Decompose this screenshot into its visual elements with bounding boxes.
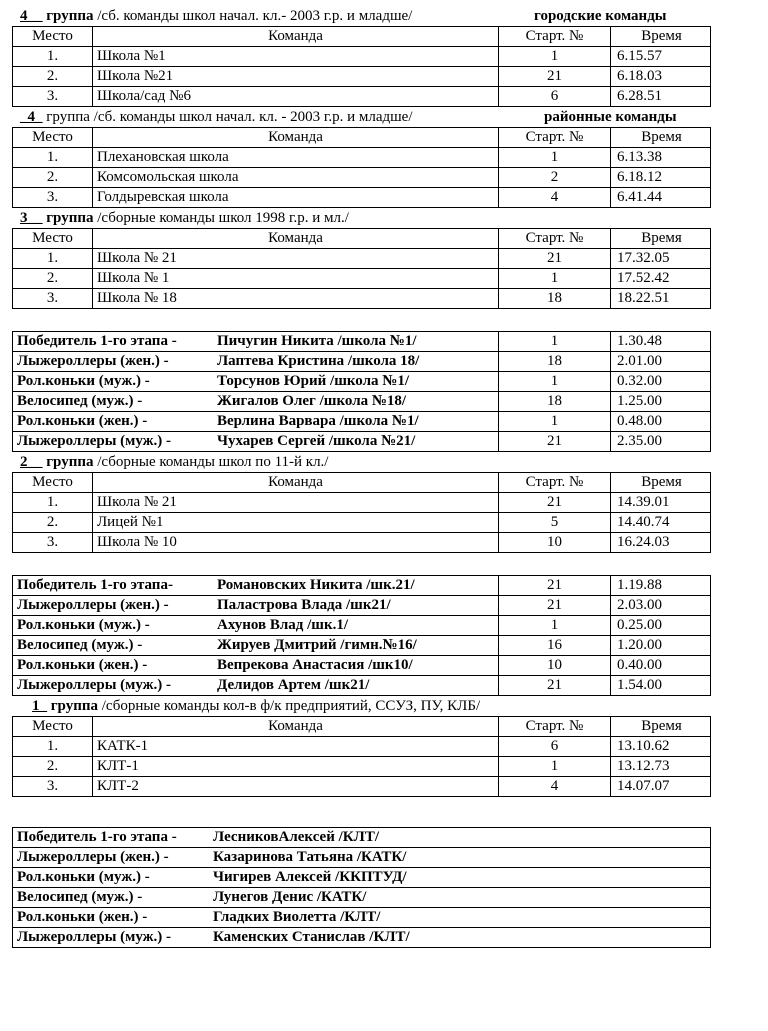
table-row xyxy=(13,737,711,757)
table-row xyxy=(13,493,711,513)
team-header: Команда xyxy=(93,473,499,493)
athlete-name: Пичугин Никита /школа №1/ xyxy=(217,333,417,349)
time-cell: 14.39.01 xyxy=(611,493,711,513)
group-description: /сб. команды школ начал. кл.- 2003 г.р. и младше/ xyxy=(93,8,413,24)
category-label: Победитель 1-го этапа- xyxy=(17,577,173,593)
table-row xyxy=(13,269,711,289)
team-cell: Школа №1 xyxy=(93,47,499,67)
start-cell: 4 xyxy=(499,777,611,797)
time-cell: 0.48.00 xyxy=(611,412,711,432)
start-cell: 6 xyxy=(499,87,611,107)
time-cell: 0.25.00 xyxy=(611,616,711,636)
start-cell: 1 xyxy=(499,269,611,289)
group-number: _4_ xyxy=(20,109,43,125)
time-cell: 6.18.03 xyxy=(611,67,711,87)
start-cell: 1 xyxy=(499,47,611,67)
place-cell: 3. xyxy=(13,87,93,107)
time-cell: 13.12.73 xyxy=(611,757,711,777)
team-cell: Школа № 21 xyxy=(93,493,499,513)
category-label: Велосипед (муж.) - xyxy=(17,637,143,653)
start-cell: 6 xyxy=(499,737,611,757)
team-cell: Школа №21 xyxy=(93,67,499,87)
start-cell: 21 xyxy=(499,576,611,596)
team-cell: КАТК-1 xyxy=(93,737,499,757)
place-header: Место xyxy=(13,229,93,249)
athlete-name: Лунегов Денис /КАТК/ xyxy=(213,889,367,905)
place-cell: 2. xyxy=(13,67,93,87)
athlete-name: ЛесниковАлексей /КЛТ/ xyxy=(213,829,379,845)
athlete-name: Вепрекова Анастасия /шк10/ xyxy=(217,657,413,673)
start-cell: 2 xyxy=(499,168,611,188)
group-description: /сборные команды кол-в ф/к предприятий, ССУЗ, ПУ, КЛБ/ xyxy=(98,698,481,714)
team-cell: КЛТ-1 xyxy=(93,757,499,777)
start-cell: 18 xyxy=(499,392,611,412)
time-cell: 2.01.00 xyxy=(611,352,711,372)
time-header: Время xyxy=(611,717,711,737)
table-row xyxy=(13,289,711,309)
place-cell: 1. xyxy=(13,493,93,513)
individual-results-table xyxy=(12,827,711,948)
individual-row xyxy=(13,596,711,616)
place-cell: 1. xyxy=(13,47,93,67)
time-cell: 17.32.05 xyxy=(611,249,711,269)
individual-row xyxy=(13,908,711,928)
start-cell: 4 xyxy=(499,188,611,208)
place-header: Место xyxy=(13,128,93,148)
start-cell: 5 xyxy=(499,513,611,533)
start-header: Старт. № xyxy=(499,717,611,737)
athlete-name: Гладких Виолетта /КЛТ/ xyxy=(213,909,381,925)
team-cell: Школа № 10 xyxy=(93,533,499,553)
start-cell: 21 xyxy=(499,67,611,87)
group-description: /сборные команды школ по 11-й кл./ xyxy=(93,454,329,470)
category-label: Рол.коньки (жен.) - xyxy=(17,657,148,673)
category-label: Рол.коньки (жен.) - xyxy=(17,413,148,429)
time-cell: 0.40.00 xyxy=(611,656,711,676)
athlete-name: Жируев Дмитрий /гимн.№16/ xyxy=(217,637,417,653)
team-cell: Школа № 18 xyxy=(93,289,499,309)
individual-row xyxy=(13,868,711,888)
table-row xyxy=(13,757,711,777)
section-heading xyxy=(12,107,710,127)
results-table xyxy=(12,26,711,107)
time-cell: 18.22.51 xyxy=(611,289,711,309)
table-row xyxy=(13,87,711,107)
athlete-name: Жигалов Олег /школа №18/ xyxy=(217,393,407,409)
group-number: 4__ xyxy=(20,8,43,24)
team-cell: Школа № 1 xyxy=(93,269,499,289)
team-header: Команда xyxy=(93,128,499,148)
individual-row xyxy=(13,676,711,696)
individual-row xyxy=(13,372,711,392)
table-header xyxy=(13,27,711,47)
team-cell: Лицей №1 xyxy=(93,513,499,533)
group-label: группа xyxy=(42,8,94,24)
start-cell: 1 xyxy=(499,616,611,636)
place-cell: 1. xyxy=(13,249,93,269)
group-description: /сб. команды школ начал. кл. - 2003 г.р. и младше/ xyxy=(89,109,413,125)
place-cell: 3. xyxy=(13,533,93,553)
category-label: Победитель 1-го этапа - xyxy=(17,829,177,845)
category-label: Велосипед (муж.) - xyxy=(17,889,143,905)
time-cell: 14.07.07 xyxy=(611,777,711,797)
category-label: Лыжероллеры (муж.) - xyxy=(17,677,172,693)
category-label: Рол.коньки (муж.) - xyxy=(17,617,150,633)
table-row xyxy=(13,513,711,533)
time-cell: 1.54.00 xyxy=(611,676,711,696)
start-cell: 1 xyxy=(499,757,611,777)
team-category: районные команды xyxy=(544,109,677,125)
group-number: 2__ xyxy=(20,454,43,470)
place-header: Место xyxy=(13,473,93,493)
start-cell: 10 xyxy=(499,656,611,676)
time-cell: 16.24.03 xyxy=(611,533,711,553)
category-label: Рол.коньки (муж.) - xyxy=(17,373,150,389)
individual-row xyxy=(13,888,711,908)
athlete-name: Делидов Артем /шк21/ xyxy=(217,677,370,693)
time-cell: 6.15.57 xyxy=(611,47,711,67)
start-cell: 16 xyxy=(499,636,611,656)
table-row xyxy=(13,148,711,168)
table-row xyxy=(13,67,711,87)
time-cell: 1.25.00 xyxy=(611,392,711,412)
time-cell: 0.32.00 xyxy=(611,372,711,392)
individual-row xyxy=(13,392,711,412)
team-header: Команда xyxy=(93,717,499,737)
category-label: Лыжероллеры (жен.) - xyxy=(17,353,169,369)
individual-results-table xyxy=(12,331,711,452)
start-cell: 18 xyxy=(499,289,611,309)
table-header xyxy=(13,473,711,493)
individual-row xyxy=(13,928,711,948)
time-header: Время xyxy=(611,27,711,47)
athlete-name: Романовских Никита /шк.21/ xyxy=(217,577,415,593)
individual-row xyxy=(13,332,711,352)
start-header: Старт. № xyxy=(499,128,611,148)
place-cell: 1. xyxy=(13,737,93,757)
team-cell: КЛТ-2 xyxy=(93,777,499,797)
time-cell: 14.40.74 xyxy=(611,513,711,533)
time-cell: 6.13.38 xyxy=(611,148,711,168)
individual-row xyxy=(13,828,711,848)
team-cell: Плехановская школа xyxy=(93,148,499,168)
time-header: Время xyxy=(611,128,711,148)
category-label: Лыжероллеры (муж.) - xyxy=(17,929,172,945)
individual-results-table xyxy=(12,575,711,696)
table-header xyxy=(13,229,711,249)
place-header: Место xyxy=(13,717,93,737)
time-cell: 2.35.00 xyxy=(611,432,711,452)
individual-row xyxy=(13,576,711,596)
time-header: Время xyxy=(611,473,711,493)
start-cell: 21 xyxy=(499,432,611,452)
start-header: Старт. № xyxy=(499,229,611,249)
table-header xyxy=(13,717,711,737)
start-cell: 1 xyxy=(499,372,611,392)
category-label: Рол.коньки (жен.) - xyxy=(17,909,148,925)
category-label: Победитель 1-го этапа - xyxy=(17,333,177,349)
team-cell: Голдыревская школа xyxy=(93,188,499,208)
time-cell: 1.19.88 xyxy=(611,576,711,596)
place-cell: 3. xyxy=(13,188,93,208)
individual-row xyxy=(13,352,711,372)
individual-row xyxy=(13,432,711,452)
time-cell: 17.52.42 xyxy=(611,269,711,289)
athlete-name: Торсунов Юрий /школа №1/ xyxy=(217,373,410,389)
individual-row xyxy=(13,848,711,868)
time-header: Время xyxy=(611,229,711,249)
place-cell: 1. xyxy=(13,148,93,168)
time-cell: 2.03.00 xyxy=(611,596,711,616)
results-table xyxy=(12,716,711,797)
section-heading xyxy=(12,452,710,472)
results-table xyxy=(12,228,711,309)
table-header xyxy=(13,128,711,148)
table-row xyxy=(13,777,711,797)
start-cell: 21 xyxy=(499,249,611,269)
table-row xyxy=(13,533,711,553)
category-label: Рол.коньки (муж.) - xyxy=(17,869,150,885)
results-table xyxy=(12,472,711,553)
team-cell: Школа/сад №6 xyxy=(93,87,499,107)
start-cell: 21 xyxy=(499,676,611,696)
table-row xyxy=(13,47,711,67)
group-label: группа xyxy=(42,210,94,226)
time-cell: 13.10.62 xyxy=(611,737,711,757)
team-header: Команда xyxy=(93,27,499,47)
individual-row xyxy=(13,616,711,636)
athlete-name: Чигирев Алексей /ККПТУД/ xyxy=(213,869,407,885)
athlete-name: Паластрова Влада /шк21/ xyxy=(217,597,391,613)
category-label: Лыжероллеры (жен.) - xyxy=(17,849,169,865)
individual-row xyxy=(13,636,711,656)
results-page xyxy=(12,6,710,948)
section-heading xyxy=(12,6,710,26)
table-row xyxy=(13,249,711,269)
category-label: Лыжероллеры (муж.) - xyxy=(17,433,172,449)
individual-row xyxy=(13,656,711,676)
start-cell: 1 xyxy=(499,332,611,352)
start-cell: 1 xyxy=(499,412,611,432)
results-table xyxy=(12,127,711,208)
athlete-name: Лаптева Кристина /школа 18/ xyxy=(217,353,420,369)
individual-row xyxy=(13,412,711,432)
team-header: Команда xyxy=(93,229,499,249)
athlete-name: Верлина Варвара /школа №1/ xyxy=(217,413,419,429)
athlete-name: Чухарев Сергей /школа №21/ xyxy=(217,433,416,449)
place-cell: 2. xyxy=(13,513,93,533)
group-number: 1_ xyxy=(32,698,47,714)
time-cell: 6.41.44 xyxy=(611,188,711,208)
start-cell: 10 xyxy=(499,533,611,553)
group-label: группа xyxy=(42,454,94,470)
section-heading xyxy=(12,696,710,716)
start-header: Старт. № xyxy=(499,473,611,493)
group-description: /сборные команды школ 1998 г.р. и мл./ xyxy=(93,210,349,226)
section-heading xyxy=(12,208,710,228)
place-header: Место xyxy=(13,27,93,47)
start-cell: 18 xyxy=(499,352,611,372)
team-category: городские команды xyxy=(534,8,667,24)
start-header: Старт. № xyxy=(499,27,611,47)
place-cell: 2. xyxy=(13,757,93,777)
start-cell: 21 xyxy=(499,596,611,616)
place-cell: 2. xyxy=(13,269,93,289)
category-label: Велосипед (муж.) - xyxy=(17,393,143,409)
athlete-name: Ахунов Влад /шк.1/ xyxy=(217,617,349,633)
group-label: группа xyxy=(47,698,98,714)
category-label: Лыжероллеры (жен.) - xyxy=(17,597,169,613)
time-cell: 1.30.48 xyxy=(611,332,711,352)
place-cell: 2. xyxy=(13,168,93,188)
table-row xyxy=(13,168,711,188)
place-cell: 3. xyxy=(13,289,93,309)
place-cell: 3. xyxy=(13,777,93,797)
team-cell: Школа № 21 xyxy=(93,249,499,269)
group-label: группа xyxy=(42,109,90,125)
team-cell: Комсомольская школа xyxy=(93,168,499,188)
time-cell: 1.20.00 xyxy=(611,636,711,656)
athlete-name: Каменских Станислав /КЛТ/ xyxy=(213,929,410,945)
group-number: 3__ xyxy=(20,210,43,226)
start-cell: 21 xyxy=(499,493,611,513)
time-cell: 6.28.51 xyxy=(611,87,711,107)
athlete-name: Казаринова Татьяна /КАТК/ xyxy=(213,849,407,865)
start-cell: 1 xyxy=(499,148,611,168)
time-cell: 6.18.12 xyxy=(611,168,711,188)
table-row xyxy=(13,188,711,208)
